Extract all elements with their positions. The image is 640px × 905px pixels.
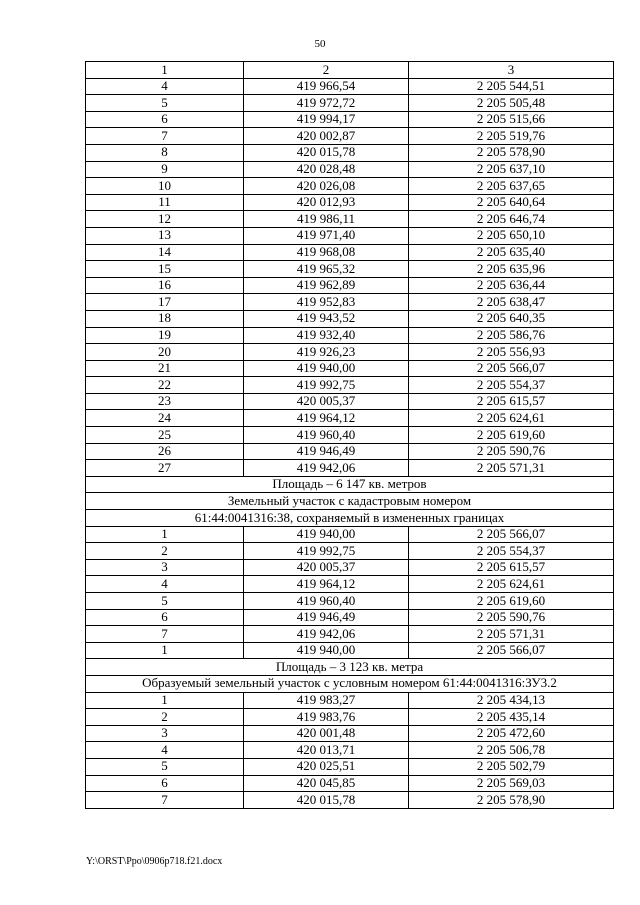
x-coordinate-cell: 419 962,89 [244, 277, 409, 294]
x-coordinate-cell: 419 946,49 [244, 609, 409, 626]
x-coordinate-cell: 419 992,75 [244, 543, 409, 560]
coordinates-table-body [86, 62, 614, 809]
table-row [86, 443, 614, 460]
x-coordinate-cell: 419 986,11 [244, 211, 409, 228]
table-row [86, 95, 614, 112]
x-coordinate-cell: 419 983,76 [244, 709, 409, 726]
y-coordinate-cell: 2 205 586,76 [409, 327, 614, 344]
point-number-cell: 8 [86, 144, 244, 161]
x-coordinate-cell: 419 966,54 [244, 78, 409, 95]
area-summary: Площадь – 6 147 кв. метров [86, 476, 614, 493]
table-row [86, 692, 614, 709]
table-row [86, 227, 614, 244]
y-coordinate-cell: 2 205 578,90 [409, 144, 614, 161]
table-row [86, 211, 614, 228]
x-coordinate-cell: 419 926,23 [244, 344, 409, 361]
point-number-cell: 14 [86, 244, 244, 261]
point-number-cell: 26 [86, 443, 244, 460]
x-coordinate-cell: 419 965,32 [244, 261, 409, 278]
point-number-cell: 19 [86, 327, 244, 344]
point-number-cell: 22 [86, 377, 244, 394]
page-number: 50 [314, 38, 326, 50]
x-coordinate-cell: 419 960,40 [244, 593, 409, 610]
x-coordinate-cell: 419 972,72 [244, 95, 409, 112]
x-coordinate-cell: 420 013,71 [244, 742, 409, 759]
point-number-cell: 27 [86, 460, 244, 477]
y-coordinate-cell: 2 205 624,61 [409, 410, 614, 427]
table-row [86, 360, 614, 377]
point-number-cell: 4 [86, 78, 244, 95]
table-row [86, 294, 614, 311]
y-coordinate-cell: 2 205 566,07 [409, 642, 614, 659]
point-number-cell: 24 [86, 410, 244, 427]
y-coordinate-cell: 2 205 640,35 [409, 310, 614, 327]
y-coordinate-cell: 2 205 615,57 [409, 559, 614, 576]
section-title-row [86, 675, 614, 692]
point-number-cell: 6 [86, 111, 244, 128]
table-row [86, 194, 614, 211]
y-coordinate-cell: 2 205 636,44 [409, 277, 614, 294]
x-coordinate-cell: 419 964,12 [244, 576, 409, 593]
x-coordinate-cell: 419 940,00 [244, 642, 409, 659]
table-row [86, 642, 614, 659]
area-row [86, 476, 614, 493]
point-number-cell: 11 [86, 194, 244, 211]
area-row [86, 659, 614, 676]
x-coordinate-cell: 419 940,00 [244, 526, 409, 543]
table-row [86, 277, 614, 294]
y-coordinate-cell: 2 205 624,61 [409, 576, 614, 593]
table-row [86, 327, 614, 344]
point-number-cell: 10 [86, 178, 244, 195]
table-row [86, 393, 614, 410]
y-coordinate-cell: 2 205 650,10 [409, 227, 614, 244]
point-number-cell: 7 [86, 626, 244, 643]
table-row [86, 460, 614, 477]
table-row [86, 576, 614, 593]
y-coordinate-cell: 2 205 556,93 [409, 344, 614, 361]
x-coordinate-cell: 420 015,78 [244, 144, 409, 161]
point-number-cell: 1 [86, 692, 244, 709]
table-row [86, 593, 614, 610]
table-row [86, 178, 614, 195]
section-title: 61:44:0041316:38, сохраняемый в измененных границах [86, 510, 614, 527]
table-row [86, 310, 614, 327]
y-coordinate-cell: 2 205 569,03 [409, 775, 614, 792]
x-coordinate-cell: 419 968,08 [244, 244, 409, 261]
y-coordinate-cell: 2 205 554,37 [409, 543, 614, 560]
y-coordinate-cell: 2 205 472,60 [409, 725, 614, 742]
point-number-cell: 18 [86, 310, 244, 327]
table-row [86, 609, 614, 626]
table-header-row [86, 62, 614, 79]
table-row [86, 775, 614, 792]
point-number-cell: 20 [86, 344, 244, 361]
footer-file-path: Y:\ORST\Ppo\0906p718.f21.docx [86, 856, 223, 867]
header-y-coordinate: 3 [409, 62, 614, 79]
y-coordinate-cell: 2 205 635,40 [409, 244, 614, 261]
point-number-cell: 5 [86, 95, 244, 112]
table-row [86, 161, 614, 178]
table-row [86, 111, 614, 128]
x-coordinate-cell: 419 942,06 [244, 460, 409, 477]
point-number-cell: 4 [86, 576, 244, 593]
table-row [86, 758, 614, 775]
table-row [86, 792, 614, 809]
y-coordinate-cell: 2 205 566,07 [409, 360, 614, 377]
x-coordinate-cell: 420 005,37 [244, 393, 409, 410]
point-number-cell: 2 [86, 709, 244, 726]
x-coordinate-cell: 419 964,12 [244, 410, 409, 427]
x-coordinate-cell: 420 045,85 [244, 775, 409, 792]
point-number-cell: 3 [86, 725, 244, 742]
x-coordinate-cell: 420 001,48 [244, 725, 409, 742]
y-coordinate-cell: 2 205 590,76 [409, 609, 614, 626]
x-coordinate-cell: 420 028,48 [244, 161, 409, 178]
x-coordinate-cell: 420 026,08 [244, 178, 409, 195]
y-coordinate-cell: 2 205 566,07 [409, 526, 614, 543]
y-coordinate-cell: 2 205 544,51 [409, 78, 614, 95]
x-coordinate-cell: 419 971,40 [244, 227, 409, 244]
section-title-row [86, 510, 614, 527]
table-row [86, 725, 614, 742]
x-coordinate-cell: 419 952,83 [244, 294, 409, 311]
y-coordinate-cell: 2 205 637,10 [409, 161, 614, 178]
header-x-coordinate: 2 [244, 62, 409, 79]
y-coordinate-cell: 2 205 637,65 [409, 178, 614, 195]
y-coordinate-cell: 2 205 615,57 [409, 393, 614, 410]
table-row [86, 128, 614, 145]
y-coordinate-cell: 2 205 619,60 [409, 593, 614, 610]
y-coordinate-cell: 2 205 590,76 [409, 443, 614, 460]
coordinates-table [85, 61, 614, 809]
table-row [86, 78, 614, 95]
table-row [86, 344, 614, 361]
table-row [86, 742, 614, 759]
area-summary: Площадь – 3 123 кв. метра [86, 659, 614, 676]
x-coordinate-cell: 420 025,51 [244, 758, 409, 775]
x-coordinate-cell: 419 994,17 [244, 111, 409, 128]
y-coordinate-cell: 2 205 571,31 [409, 460, 614, 477]
section-title: Земельный участок с кадастровым номером [86, 493, 614, 510]
table-row [86, 261, 614, 278]
point-number-cell: 2 [86, 543, 244, 560]
x-coordinate-cell: 419 940,00 [244, 360, 409, 377]
y-coordinate-cell: 2 205 578,90 [409, 792, 614, 809]
y-coordinate-cell: 2 205 554,37 [409, 377, 614, 394]
table-row [86, 543, 614, 560]
x-coordinate-cell: 420 012,93 [244, 194, 409, 211]
header-point-number: 1 [86, 62, 244, 79]
table-row [86, 559, 614, 576]
y-coordinate-cell: 2 205 505,48 [409, 95, 614, 112]
point-number-cell: 5 [86, 758, 244, 775]
section-title: Образуемый земельный участок с условным номером 61:44:0041316:ЗУ3.2 [86, 675, 614, 692]
table-row [86, 427, 614, 444]
x-coordinate-cell: 419 960,40 [244, 427, 409, 444]
x-coordinate-cell: 420 005,37 [244, 559, 409, 576]
y-coordinate-cell: 2 205 619,60 [409, 427, 614, 444]
table-row [86, 526, 614, 543]
x-coordinate-cell: 419 992,75 [244, 377, 409, 394]
section-title-row [86, 493, 614, 510]
point-number-cell: 23 [86, 393, 244, 410]
table-row [86, 626, 614, 643]
y-coordinate-cell: 2 205 434,13 [409, 692, 614, 709]
point-number-cell: 13 [86, 227, 244, 244]
y-coordinate-cell: 2 205 502,79 [409, 758, 614, 775]
y-coordinate-cell: 2 205 506,78 [409, 742, 614, 759]
table-row [86, 244, 614, 261]
x-coordinate-cell: 419 943,52 [244, 310, 409, 327]
y-coordinate-cell: 2 205 646,74 [409, 211, 614, 228]
y-coordinate-cell: 2 205 638,47 [409, 294, 614, 311]
table-row [86, 144, 614, 161]
x-coordinate-cell: 420 002,87 [244, 128, 409, 145]
point-number-cell: 12 [86, 211, 244, 228]
table-row [86, 377, 614, 394]
point-number-cell: 6 [86, 775, 244, 792]
y-coordinate-cell: 2 205 519,76 [409, 128, 614, 145]
point-number-cell: 6 [86, 609, 244, 626]
point-number-cell: 3 [86, 559, 244, 576]
y-coordinate-cell: 2 205 515,66 [409, 111, 614, 128]
point-number-cell: 7 [86, 792, 244, 809]
x-coordinate-cell: 419 942,06 [244, 626, 409, 643]
point-number-cell: 5 [86, 593, 244, 610]
point-number-cell: 17 [86, 294, 244, 311]
table-row [86, 709, 614, 726]
y-coordinate-cell: 2 205 635,96 [409, 261, 614, 278]
point-number-cell: 1 [86, 642, 244, 659]
y-coordinate-cell: 2 205 640,64 [409, 194, 614, 211]
x-coordinate-cell: 419 932,40 [244, 327, 409, 344]
point-number-cell: 25 [86, 427, 244, 444]
point-number-cell: 1 [86, 526, 244, 543]
point-number-cell: 15 [86, 261, 244, 278]
point-number-cell: 4 [86, 742, 244, 759]
x-coordinate-cell: 419 946,49 [244, 443, 409, 460]
point-number-cell: 9 [86, 161, 244, 178]
point-number-cell: 7 [86, 128, 244, 145]
x-coordinate-cell: 420 015,78 [244, 792, 409, 809]
table-row [86, 410, 614, 427]
x-coordinate-cell: 419 983,27 [244, 692, 409, 709]
point-number-cell: 16 [86, 277, 244, 294]
y-coordinate-cell: 2 205 435,14 [409, 709, 614, 726]
point-number-cell: 21 [86, 360, 244, 377]
y-coordinate-cell: 2 205 571,31 [409, 626, 614, 643]
